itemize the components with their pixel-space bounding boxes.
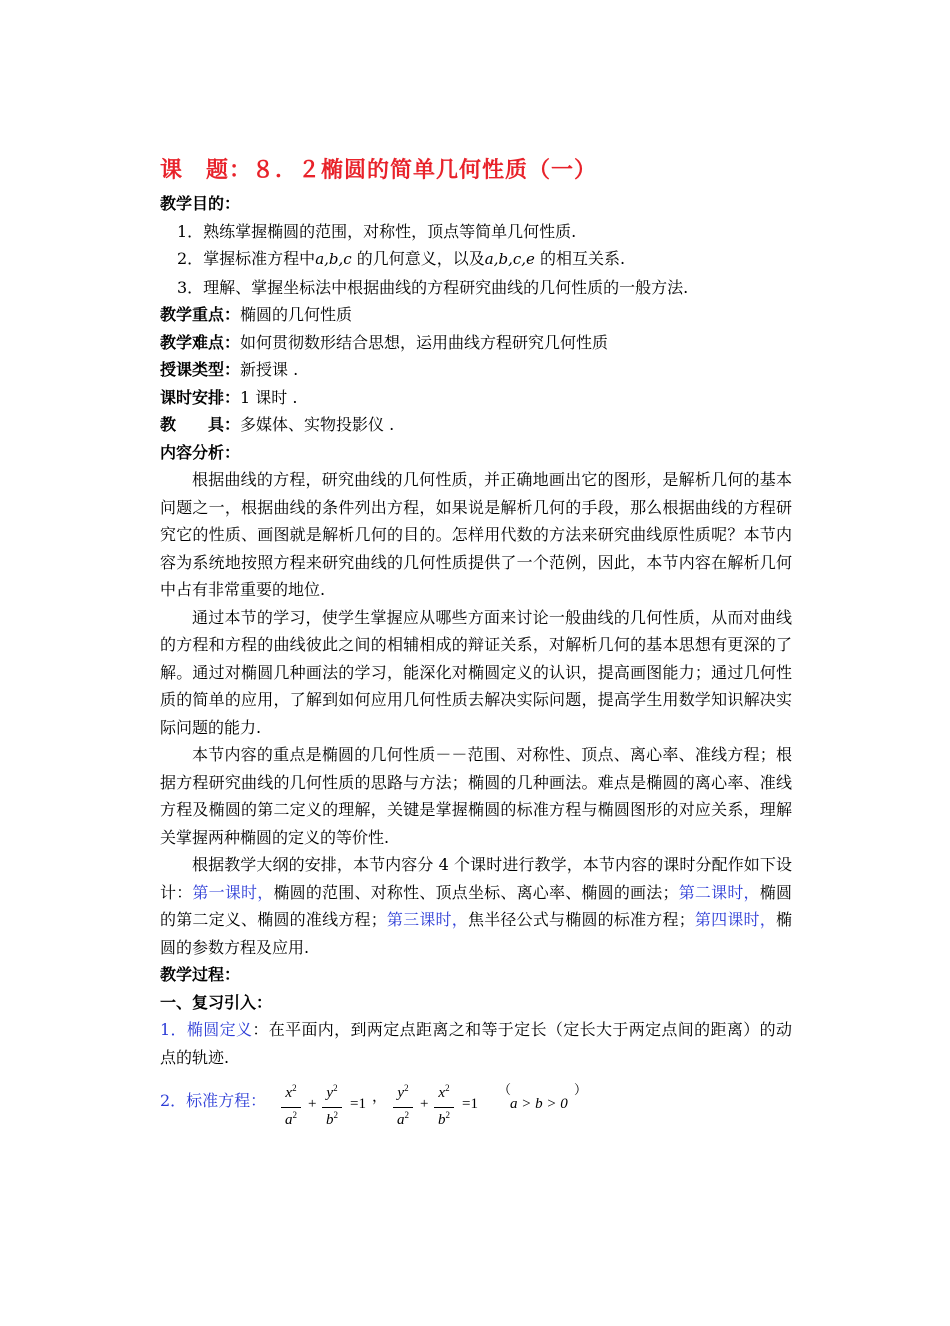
process-heading: 教学过程： bbox=[160, 965, 241, 984]
eq-b-2: b bbox=[438, 1112, 446, 1128]
eq-plus-1: + bbox=[308, 1096, 317, 1112]
fraction-bar bbox=[281, 1107, 301, 1108]
eq-exp-5: 2 bbox=[404, 1083, 409, 1093]
time-plan-row bbox=[160, 384, 792, 412]
objective-2 bbox=[160, 245, 792, 274]
eq-separator: ， bbox=[372, 1089, 388, 1105]
lesson-2-text: 椭圆的第二定义、椭圆的准线方程； bbox=[160, 882, 792, 929]
lesson-3-label: 第三课时， bbox=[386, 910, 468, 929]
difficulty-value: 如何贯彻数形结合思想，运用曲线方程研究几何性质 bbox=[240, 332, 609, 352]
fraction-bar bbox=[434, 1107, 454, 1108]
eq-y-1: y bbox=[326, 1085, 334, 1101]
analysis-heading: 内容分析： bbox=[160, 442, 241, 462]
eq-exp-4: 2 bbox=[333, 1110, 338, 1120]
analysis-paragraph-2: 通过本节的学习，使学生掌握应从哪些方面来讨论一般曲线的几何性质，从而对曲线的方程和方程的曲线彼此之间的相辅相成的辩证关系，对解析几何的基本思想有更深的了解。通过对椭圆几种画法的学习，能深化对椭圆定义的认识，提高画图能力；通过几何性质的简单的应用，了解到如何应用几何性质去解决实际问题，提高学生用数学知识解决实际问题的能力. bbox=[160, 607, 792, 737]
condition-inequality: a > b > 0 bbox=[510, 1096, 568, 1112]
definition-label: 1．椭圆定义 bbox=[160, 1020, 253, 1039]
lesson-2-label: 第二课时， bbox=[678, 882, 760, 902]
lesson-1-label: 第一课时， bbox=[192, 882, 274, 902]
difficulty-label: 教学难点： bbox=[160, 332, 241, 352]
analysis-paragraph-3: 本节内容的重点是椭圆的几何性质－－范围、对称性、顶点、离心率、准线方程；根据方程研究曲线的几何性质的思路与方法；椭圆的几种画法。难点是椭圆的离心率、准线方程及椭圆的第二定义的理解，关键是掌握椭圆的标准方程与椭圆图形的对应关系，理解关掌握两种椭圆的定义的等价性. bbox=[160, 745, 792, 847]
eq-exp-8: 2 bbox=[445, 1110, 450, 1120]
condition-close-paren: ） bbox=[574, 1082, 588, 1097]
key-point-value: 椭圆的几何性质 bbox=[240, 305, 353, 324]
objective-3: 3．理解、掌握坐标法中根据曲线的方程研究曲线的几何性质的一般方法. bbox=[177, 277, 689, 297]
vars-abce: a,b,c,e bbox=[484, 250, 535, 268]
fraction-bar bbox=[322, 1107, 342, 1108]
tools-label: 教 具： bbox=[160, 415, 241, 434]
lesson-1-text: 椭圆的范围、对称性、顶点坐标、离心率、椭圆的画法； bbox=[273, 882, 679, 902]
lesson-3-text: 焦半径公式与椭圆的标准方程； bbox=[467, 910, 695, 929]
eq-exp-7: 2 bbox=[445, 1083, 450, 1093]
lesson-type-row bbox=[160, 356, 792, 384]
definition-text: ：在平面内，到两定点距离之和等于定长（定长大于两定点间的距离）的动点的轨迹. bbox=[160, 1020, 792, 1067]
lesson-type-label: 授课类型： bbox=[160, 360, 241, 379]
eq-exp-6: 2 bbox=[404, 1110, 409, 1120]
lesson-4-label: 第四课时， bbox=[694, 910, 776, 929]
eq-x-1: x bbox=[285, 1085, 293, 1101]
eq-exp-2: 2 bbox=[292, 1110, 297, 1120]
key-point-label: 教学重点： bbox=[160, 305, 241, 324]
objective-2-mid: 的几何意义，以及 bbox=[351, 249, 485, 268]
tools-row bbox=[160, 411, 792, 439]
eq-equals-1: =1 bbox=[350, 1096, 366, 1112]
difficulty-row bbox=[160, 329, 792, 357]
key-point-row bbox=[160, 301, 792, 329]
time-plan-value: 1 课时 . bbox=[240, 387, 298, 407]
eq-y-2: y bbox=[397, 1085, 405, 1101]
eq-equals-2: =1 bbox=[462, 1096, 478, 1112]
objective-1: 1．熟练掌握椭圆的范围，对称性，顶点等简单几何性质. bbox=[177, 221, 577, 241]
analysis-paragraph-4 bbox=[160, 851, 792, 961]
lesson-type-value: 新授课 . bbox=[240, 360, 299, 379]
lesson-4-text: 椭圆的参数方程及应用. bbox=[160, 910, 792, 957]
document-page bbox=[160, 150, 792, 1135]
objective-2-start: 2．掌握标准方程中 bbox=[177, 249, 316, 268]
lesson-title: 课 题：８．２椭圆的简单几何性质（一） bbox=[160, 157, 598, 183]
eq-plus-2: + bbox=[420, 1096, 429, 1112]
section-review-heading: 一、复习引入： bbox=[160, 992, 273, 1012]
tools-value: 多媒体、实物投影仪 . bbox=[240, 415, 395, 434]
standard-equation-label: 2．标准方程： bbox=[160, 1091, 267, 1110]
fraction-bar bbox=[393, 1107, 413, 1108]
eq-exp-1: 2 bbox=[292, 1083, 297, 1093]
vars-abc: a,b,c bbox=[315, 250, 352, 268]
condition-open-paren: （ bbox=[498, 1082, 512, 1097]
eq-exp-3: 2 bbox=[333, 1083, 338, 1093]
time-plan-label: 课时安排： bbox=[160, 387, 241, 407]
eq-a-1: a bbox=[285, 1112, 293, 1128]
standard-equation-row bbox=[160, 1083, 792, 1135]
analysis-paragraph-1: 根据曲线的方程，研究曲线的几何性质，并正确地画出它的图形，是解析几何的基本问题之一，根据曲线的条件列出方程，如果说是解析几何的手段，那么根据曲线的方程研究它的性质、画图就是解析几何的目的。怎样用代数的方法来研究曲线原性质呢？本节内容为系统地按照方程来研究曲线的几何性质提供了一个范例，因此，本节内容在解析几何中占有非常重要的地位. bbox=[160, 470, 792, 599]
p4-intro: 根据教学大纲的安排，本节内容分 4 个课时进行教学，本节内容的课时分配作如下设计： bbox=[160, 855, 792, 902]
eq-a-2: a bbox=[397, 1112, 405, 1128]
objective-2-end: 的相互关系. bbox=[534, 249, 626, 268]
objectives-heading: 教学目的： bbox=[160, 194, 241, 213]
eq-b-1: b bbox=[326, 1112, 334, 1128]
ellipse-definition bbox=[160, 1016, 792, 1071]
eq-x-2: x bbox=[438, 1085, 446, 1101]
